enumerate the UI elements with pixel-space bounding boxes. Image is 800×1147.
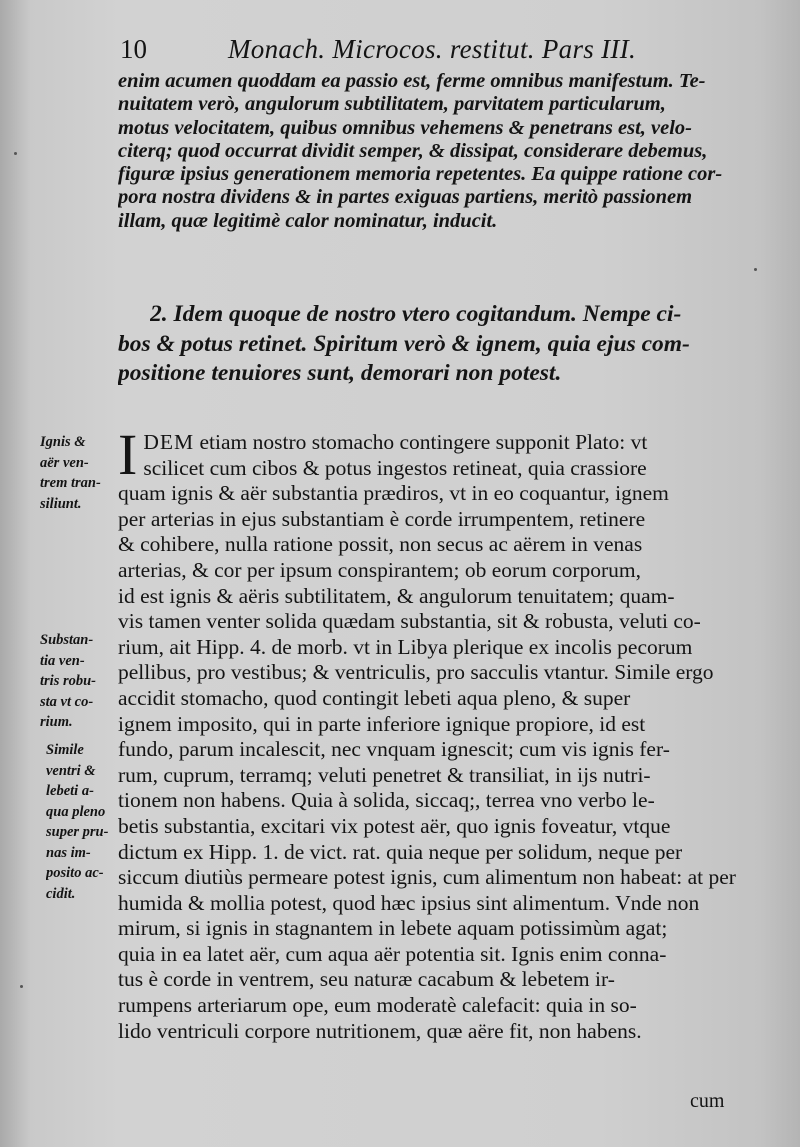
- ink-spot: [754, 268, 757, 271]
- text-line: betis substantia, excitari vix potest aër, quo ignis foveatur, vtque: [118, 813, 671, 838]
- page-header: [120, 34, 740, 74]
- section-text: [118, 300, 742, 389]
- text-line: quam ignis & aër substantia prædiros, vt in eo coquantur, ignem: [118, 481, 669, 506]
- text-line: arterias, & cor per ipsum conspirantem; ob eorum corporum,: [118, 557, 642, 582]
- text-line: motus velocitatem, quibus omnibus vehemens & penetrans est, velo-: [118, 116, 692, 139]
- text-line: figuræ ipsius generationem memoria repetentes. Ea quippe ratione cor-: [118, 163, 723, 186]
- text-line: siccum diutiùs permeare potest ignis, cum alimentum non habeat: at per: [118, 865, 736, 890]
- text-line: positione tenuiores sunt, demorari non potest.: [118, 360, 562, 386]
- text-line: rumpens arteriarum ope, eum moderatè calefacit: quia in so-: [118, 993, 637, 1018]
- text-line: DEM etiam nostro stomacho contingere supponit Plato: vt: [143, 430, 648, 454]
- text-line: lido ventriculi corpore nutritionem, quæ aëre fit, non habens.: [118, 1018, 642, 1043]
- margin-note: Ignis & aër ven- trem tran- siliunt.: [40, 434, 101, 512]
- text-line: mirum, si ignis in stagnantem in lebete aquam potissimùm agat;: [118, 916, 668, 941]
- text-line: humida & mollia potest, quod hæc ipsius sint alimentum. Vnde non: [118, 890, 700, 915]
- running-head: Monach. Microcos. restitut. Pars III.: [228, 34, 637, 64]
- text-line: ignem imposito, qui in parte inferiore ignique propiore, id est: [118, 711, 646, 736]
- text-line: bos & potus retinet. Spiritum verò & ignem, quia ejus com-: [118, 330, 690, 357]
- text-line: dictum ex Hipp. 1. de vict. rat. quia neque per solidum, neque per: [118, 839, 683, 864]
- first-word: DEM: [143, 430, 195, 454]
- ink-spot: [20, 985, 23, 988]
- page-number: 10: [120, 34, 147, 64]
- text-line: quia in ea latet aër, cum aqua aër potentia sit. Ignis enim conna-: [118, 941, 667, 966]
- text-line: illam, quæ legitimè calor nominatur, inducit.: [118, 209, 498, 232]
- text-line: citerq; quod occurrat dividit semper, & dissipat, considerare debemus,: [118, 139, 708, 162]
- text-line: pora nostra dividens & in partes exiguas partiens, meritò passionem: [118, 186, 693, 209]
- text-line: nuitatem verò, angulorum subtilitatem, parvitatem particularum,: [118, 93, 666, 116]
- text-line: scilicet cum cibos & potus ingestos retineat, quia crassiore: [143, 455, 647, 480]
- text-line: pellibus, pro vestibus; & ventriculis, pro sacculis vtantur. Simile ergo: [118, 660, 714, 685]
- text-line: & cohibere, nulla ratione possit, non secus ac aërem in venas: [118, 532, 643, 557]
- commentary-paragraph: [118, 422, 740, 1044]
- text-line: rium, ait Hipp. 4. de morb. vt in Libya plerique ex incolis pecorum: [118, 634, 693, 659]
- text-line: tus è corde in ventrem, seu naturæ cacabum & lebetem ir-: [118, 967, 615, 992]
- text-line: accidit stomacho, quod contingit lebeti aqua pleno, & super: [118, 685, 631, 710]
- text-line: id est ignis & aëris subtilitatem, & angulorum tenuitatem; quam-: [118, 583, 675, 608]
- text-line: 2. Idem quoque de nostro vtero cogitandum. Nempe ci-: [150, 301, 682, 327]
- text-line: tionem non habens. Quia à solida, siccaq;, terrea vno verbo le-: [118, 788, 655, 813]
- drop-cap: I: [118, 422, 138, 487]
- margin-note: Substan- tia ven- tris robu- sta vt co- rium.: [40, 632, 97, 730]
- text-line: vis tamen venter solida quædam substantia, sit & robusta, veluti co-: [118, 609, 701, 634]
- text-line: fundo, parum incalescit, nec vnquam ignescit; cum vis ignis fer-: [118, 737, 670, 762]
- intro-paragraph: [118, 70, 740, 233]
- catchword: cum: [690, 1090, 725, 1112]
- text-line: enim acumen quoddam ea passio est, ferme omnibus manifestum. Te-: [118, 70, 706, 92]
- margin-note: Simile ventri & lebeti a- qua pleno super pru- nas im- posito ac- cidit.: [46, 742, 109, 902]
- ink-spot: [14, 152, 17, 155]
- text-line: per arterias in ejus substantiam è corde irrumpentem, retinere: [118, 506, 646, 531]
- text-line: rum, cuprum, terramq; veluti penetret & transiliat, in ijs nutri-: [118, 762, 651, 787]
